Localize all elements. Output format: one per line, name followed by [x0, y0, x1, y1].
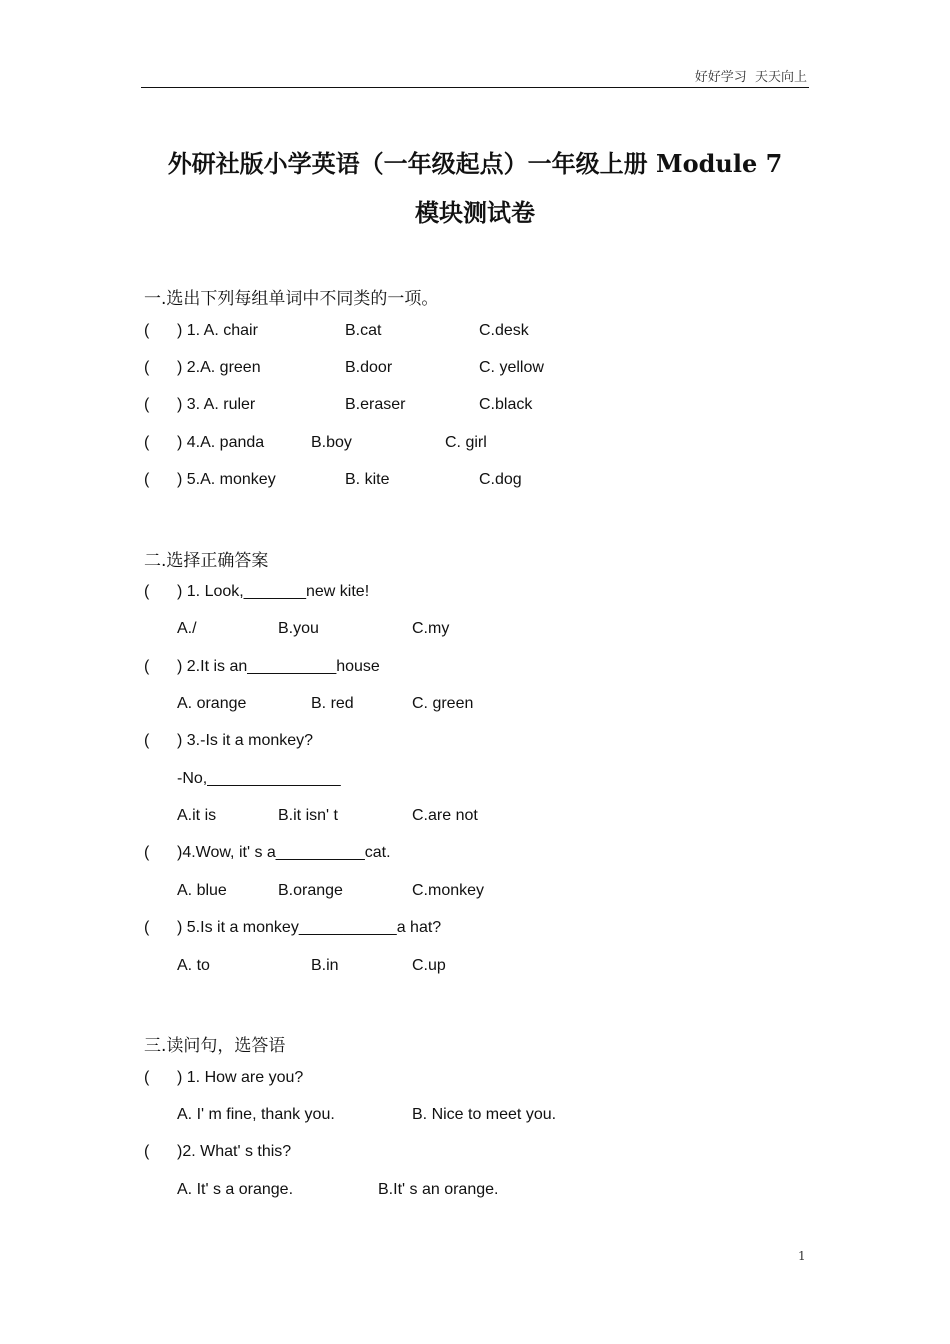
answer-bracket: (: [144, 396, 150, 413]
section1-heading: 一.选出下列每组单词中不同类的一项。: [144, 289, 439, 309]
answer-bracket: (: [144, 434, 150, 451]
answer-bracket: (: [144, 1069, 150, 1086]
option-a: A. It' s a orange.: [177, 1181, 294, 1198]
option-b: B.orange: [278, 882, 343, 899]
option-c: C.black: [479, 396, 533, 413]
question-option-a: ) 2.A. green: [177, 359, 261, 376]
option-c: C. girl: [445, 434, 487, 451]
answer-bracket: (: [144, 919, 150, 936]
option-b: B.it isn' t: [278, 807, 338, 824]
option-c: C.my: [412, 620, 450, 637]
question-text: ) 2.It is an__________house: [177, 658, 380, 675]
question-text: ) 3.-Is it a monkey?: [177, 732, 314, 749]
answer-bracket: (: [144, 732, 150, 749]
option-c: C. yellow: [479, 359, 544, 376]
answer-bracket: (: [144, 658, 150, 675]
section3-heading: 三.读问句，选答语: [144, 1036, 286, 1056]
answer-bracket: (: [144, 359, 150, 376]
option-c: C.desk: [479, 322, 529, 339]
question-text: ) 5.Is it a monkey___________a hat?: [177, 919, 442, 936]
answer-bracket: (: [144, 322, 150, 339]
answer-bracket: (: [144, 583, 150, 600]
option-b: B.eraser: [345, 396, 406, 413]
option-b: B.door: [345, 359, 393, 376]
option-c: C.dog: [479, 471, 522, 488]
option-c: C.monkey: [412, 882, 485, 899]
answer-bracket: (: [144, 844, 150, 861]
option-b: B.you: [278, 620, 319, 637]
answer-bracket: (: [144, 471, 150, 488]
page-header: 好好学习 天天向上: [694, 70, 807, 85]
option-b: B.It' s an orange.: [378, 1181, 499, 1198]
question-text: ) 1. Look,_______new kite!: [177, 583, 370, 600]
question-text: )2. What' s this?: [177, 1143, 292, 1160]
option-b: B.in: [311, 957, 339, 974]
document-subtitle: 模块测试卷: [415, 198, 535, 227]
option-b: B.cat: [345, 322, 382, 339]
question-option-a: ) 4.A. panda: [177, 434, 265, 451]
option-b: B. kite: [345, 471, 390, 488]
option-c: C.are not: [412, 807, 478, 824]
option-a: A.it is: [177, 807, 217, 824]
option-c: C.up: [412, 957, 446, 974]
answer-prompt: -No,_______________: [177, 770, 341, 787]
option-b: B.boy: [311, 434, 352, 451]
section2-heading: 二.选择正确答案: [144, 551, 269, 571]
document-title: 外研社版小学英语（一年级起点）一年级上册 Module 7: [167, 149, 783, 178]
option-a: A./: [177, 620, 197, 637]
option-b: B. red: [311, 695, 354, 712]
option-a: A. orange: [177, 695, 247, 712]
question-text: )4.Wow, it' s a__________cat.: [177, 844, 391, 861]
option-a: A. I' m fine, thank you.: [177, 1106, 335, 1123]
option-b: B. Nice to meet you.: [412, 1106, 557, 1123]
question-option-a: ) 3. A. ruler: [177, 396, 256, 413]
option-c: C. green: [412, 695, 474, 712]
answer-bracket: (: [144, 1143, 150, 1160]
question-text: ) 1. How are you?: [177, 1069, 304, 1086]
header-rule: [141, 87, 809, 88]
question-option-a: ) 1. A. chair: [177, 322, 258, 339]
page-number: 1: [798, 1249, 806, 1263]
option-a: A. to: [177, 957, 210, 974]
option-a: A. blue: [177, 882, 227, 899]
question-option-a: ) 5.A. monkey: [177, 471, 276, 488]
